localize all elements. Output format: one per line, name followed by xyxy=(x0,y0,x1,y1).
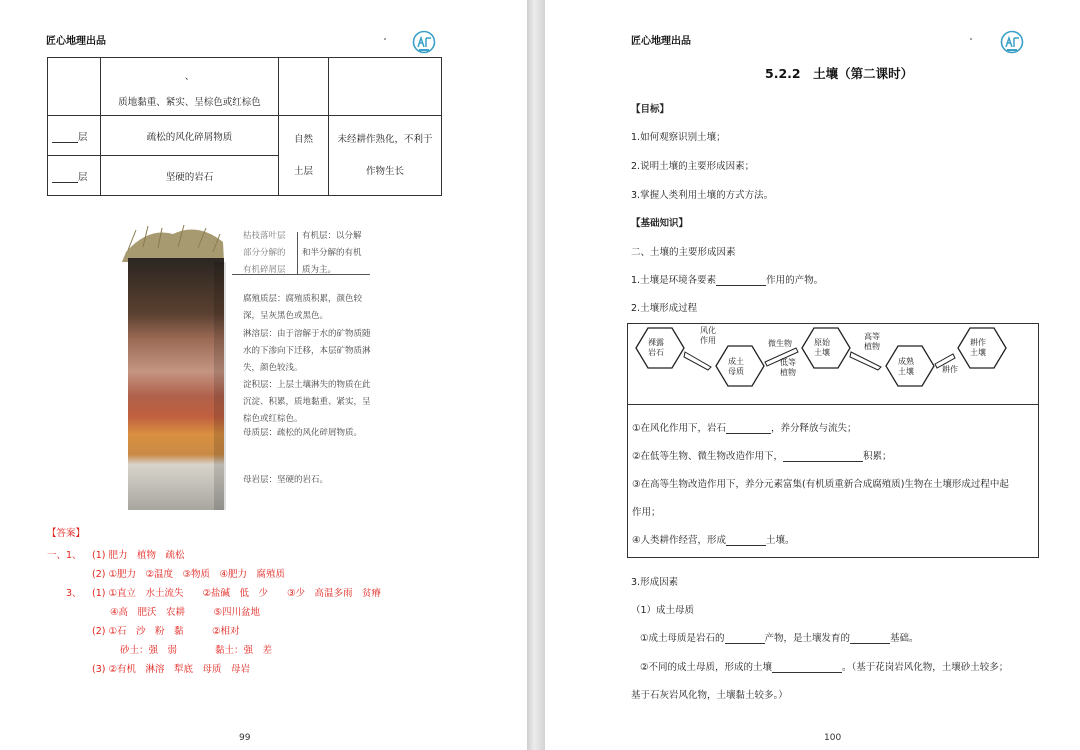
answers-line-5: (2) ①石 沙 粉 黏 ②相对 xyxy=(92,626,240,637)
step-3: ③在高等生物改造作用下，养分元素富集(有机质重新合成腐殖质)生物在土壤形成过程中起 xyxy=(632,479,1009,490)
flow-hex-4: 成熟 土壤 xyxy=(898,357,914,376)
step-2: ②在低等生物、微生物改造作用下， 积累； xyxy=(632,451,892,462)
goal-heading: 【目标】 xyxy=(631,104,670,115)
answers-title: 【答案】 xyxy=(47,528,86,539)
page-title: 5.2.2 土壤（第二课时） xyxy=(765,66,914,81)
left-page xyxy=(0,0,527,750)
table-col4-merged: 未经耕作熟化，不利于 作物生长 xyxy=(329,116,442,196)
goal-item-1: 1.如何观察识别土壤； xyxy=(631,132,726,143)
table-row2-label: 层 xyxy=(48,116,101,156)
soil-layer-table xyxy=(47,57,442,196)
question-3-1b-cont: 基于石灰岩风化物，土壤黏土较多。） xyxy=(631,690,788,701)
page-gutter xyxy=(527,0,545,750)
annot-eluvial-layer: 淋溶层：由于溶解于水的矿物质随水的下渗向下迁移，本层矿物质淋失，颜色较浅。 xyxy=(243,329,371,373)
annot-organic-layer: 有机层：以分解 和半分解的有机 质为主。 xyxy=(302,231,362,275)
answers-line-7: (3) ②有机 淋溶 犁底 母质 母岩 xyxy=(92,664,250,675)
header-dot xyxy=(384,38,386,40)
basic-heading: 【基础知识】 xyxy=(631,218,689,229)
table-row3-label: 层 xyxy=(48,156,101,196)
flow-arrow-4: 耕作 xyxy=(942,365,958,374)
section-2-title: 二、土壤的主要形成因素 xyxy=(631,247,736,258)
annot-bracket xyxy=(297,232,298,274)
table-row2-desc: 疏松的风化碎屑物质 xyxy=(101,116,279,156)
step-3-cont: 作用； xyxy=(632,507,661,518)
question-3-1a: ①成土母质是岩石的 产物，是土壤发育的 基础。 xyxy=(640,633,919,644)
brand-logo-icon xyxy=(412,30,436,54)
table-col3-merged: 自然 土层 xyxy=(279,116,329,196)
question-2: 2.土壤形成过程 xyxy=(631,303,698,314)
table-row1-desc: 质地黏重、紧实、呈棕色或红棕色 xyxy=(118,96,261,108)
annot-parent-material-layer: 母质层：疏松的风化碎屑物质。 xyxy=(243,428,363,438)
question-3: 3.形成因素 xyxy=(631,577,679,588)
annot-humus-layer: 腐殖质层：腐殖质积累，颜色较深，呈灰黑色或黑色。 xyxy=(243,294,363,321)
header-dot xyxy=(970,38,972,40)
flow-arrow-1: 风化 作用 xyxy=(700,326,716,345)
annot-bedrock-layer: 母岩层：坚硬的岩石。 xyxy=(243,475,329,485)
step-4: ④人类耕作经营，形成 土壤。 xyxy=(632,535,795,546)
answers-line-6: 砂土：强 弱 黏土：强 差 xyxy=(120,645,273,656)
brand-logo-icon xyxy=(1000,30,1024,54)
flow-arrow-2: 微生物 xyxy=(768,339,792,348)
soil-profile-image xyxy=(118,222,236,512)
flow-arrow-3: 高等 植物 xyxy=(864,332,880,351)
answers-line-4: ④高 肥沃 农耕 ⑤四川盆地 xyxy=(110,607,261,618)
step-1: ①在风化作用下，岩石 ，养分释放与流失； xyxy=(632,423,857,434)
annot-litter-layer: 枯枝落叶层 部分分解的 有机碎屑层 xyxy=(243,231,286,275)
answers-line-2: (2) ①肥力 ②温度 ③物质 ④肥力 腐殖质 xyxy=(92,569,286,580)
annot-illuvial-layer: 淀积层：上层土壤淋失的物质在此沉淀、积累，质地黏重、紧实，呈棕色或红棕色。 xyxy=(243,380,371,424)
flow-hex-2: 成土 母质 xyxy=(728,357,744,376)
flow-arrow-2b: 低等 植物 xyxy=(780,358,796,377)
goal-item-3: 3.掌握人类利用土壤的方式方法。 xyxy=(631,190,774,201)
page-number: 100 xyxy=(824,733,842,743)
question-1: 1.土壤是环境各要素 作用的产物。 xyxy=(631,275,824,286)
page-number: 99 xyxy=(239,733,251,743)
table-row1-mark: 、 xyxy=(184,70,195,82)
flow-hex-1: 裸露 岩石 xyxy=(648,338,664,357)
header-brand: 匠心地理出品 xyxy=(46,36,106,47)
question-3-1b: ②不同的成土母质，形成的土壤 。（基于花岗岩风化物，土壤砂土较多； xyxy=(640,662,1009,673)
question-3-1: （1）成土母质 xyxy=(631,605,695,616)
goal-item-2: 2.说明土壤的主要形成因素； xyxy=(631,161,755,172)
table-row3-desc: 坚硬的岩石 xyxy=(101,156,279,196)
header-brand: 匠心地理出品 xyxy=(631,36,691,47)
soil-formation-box xyxy=(627,323,1039,558)
flow-hex-5: 耕作 土壤 xyxy=(970,338,986,357)
annot-divider xyxy=(232,274,370,275)
answers-line-3: (1) ①直立 水土流失 ②盐碱 低 少 ③少 高温多雨 贫瘠 xyxy=(92,588,382,599)
flow-divider xyxy=(628,404,1038,405)
answers-line-1: (1) 肥力 植物 疏松 xyxy=(92,550,185,561)
answers-3-prefix: 3、 xyxy=(66,588,82,599)
answers-1-prefix: 一、1、 xyxy=(47,550,82,561)
flow-hex-3: 原始 土壤 xyxy=(814,338,830,357)
